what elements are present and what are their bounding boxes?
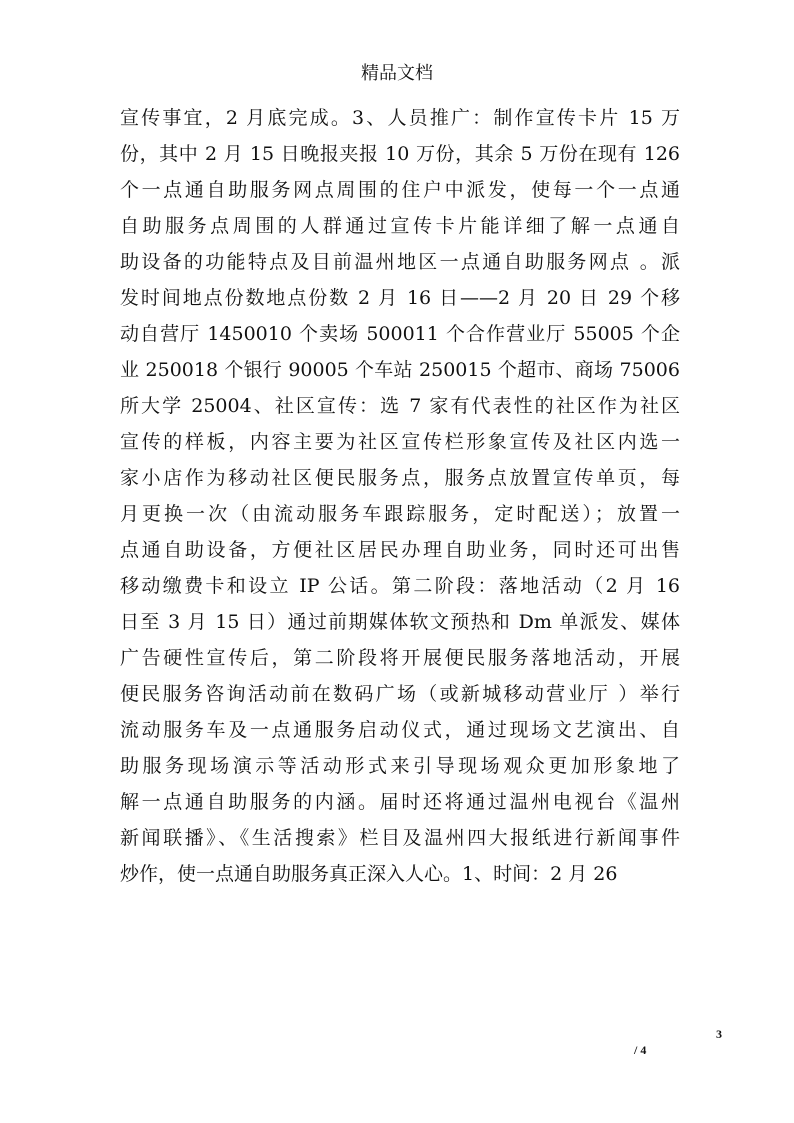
body-line: 宣传的样板，内容主要为社区宣传栏形象宣传及社区内选一 (120, 431, 680, 453)
body-line: 发时间地点份数地点份数 2 月 16 日——2 月 20 日 29 个移 (120, 287, 680, 309)
body-line: 业 250018 个银行 90005 个车站 250015 个超市、商场 75006 (120, 359, 680, 381)
document-body (120, 100, 680, 892)
body-line: 份，其中 2 月 15 日晚报夹报 10 万份，其余 5 万份在现有 126 (120, 143, 680, 165)
body-line: 月更换一次（由流动服务车跟踪服务，定时配送）；放置一 (120, 503, 680, 525)
body-line: 移动缴费卡和设立 IP 公话。第二阶段：落地活动（2 月 16 (120, 575, 680, 597)
body-line: 便民服务咨询活动前在数码广场（或新城移动营业厅 ）举行 (120, 683, 680, 705)
body-line: 广告硬性宣传后，第二阶段将开展便民服务落地活动，开展 (120, 647, 680, 669)
page-number: 3 (716, 1027, 722, 1041)
body-line: 炒作，使一点通自助服务真正深入人心。1、时间：2 月 26 (120, 863, 618, 885)
body-line: 新闻联播》、《生活搜索》栏目及温州四大报纸进行新闻事件 (120, 827, 680, 849)
body-line: 自助服务点周围的人群通过宣传卡片能详细了解一点通自 (120, 215, 680, 237)
body-line: 个一点通自助服务网点周围的住户中派发，使每一个一点通 (120, 179, 680, 201)
body-line: 日至 3 月 15 日）通过前期媒体软文预热和 Dm 单派发、媒体 (120, 611, 680, 633)
body-line: 动自营厅 1450010 个卖场 500011 个合作营业厅 55005 个企 (120, 323, 680, 345)
body-line: 宣传事宜，2 月底完成。3、人员推广：制作宣传卡片 15 万 (120, 107, 680, 129)
body-line: 所大学 25004、社区宣传：选 7 家有代表性的社区作为社区 (120, 395, 680, 417)
body-line: 家小店作为移动社区便民服务点，服务点放置宣传单页，每 (120, 467, 680, 489)
body-line: 助服务现场演示等活动形式来引导现场观众更加形象地了 (120, 755, 680, 777)
page-total: / 4 (634, 1043, 647, 1057)
document-header-title: 精品文档 (361, 63, 433, 84)
body-line: 助设备的功能特点及目前温州地区一点通自助服务网点 。派 (120, 251, 680, 273)
body-line: 解一点通自助服务的内涵。届时还将通过温州电视台《温州 (120, 791, 680, 813)
body-line: 流动服务车及一点通服务启动仪式，通过现场文艺演出、自 (120, 719, 680, 741)
body-line: 点通自助设备，方便社区居民办理自助业务，同时还可出售 (120, 539, 680, 561)
